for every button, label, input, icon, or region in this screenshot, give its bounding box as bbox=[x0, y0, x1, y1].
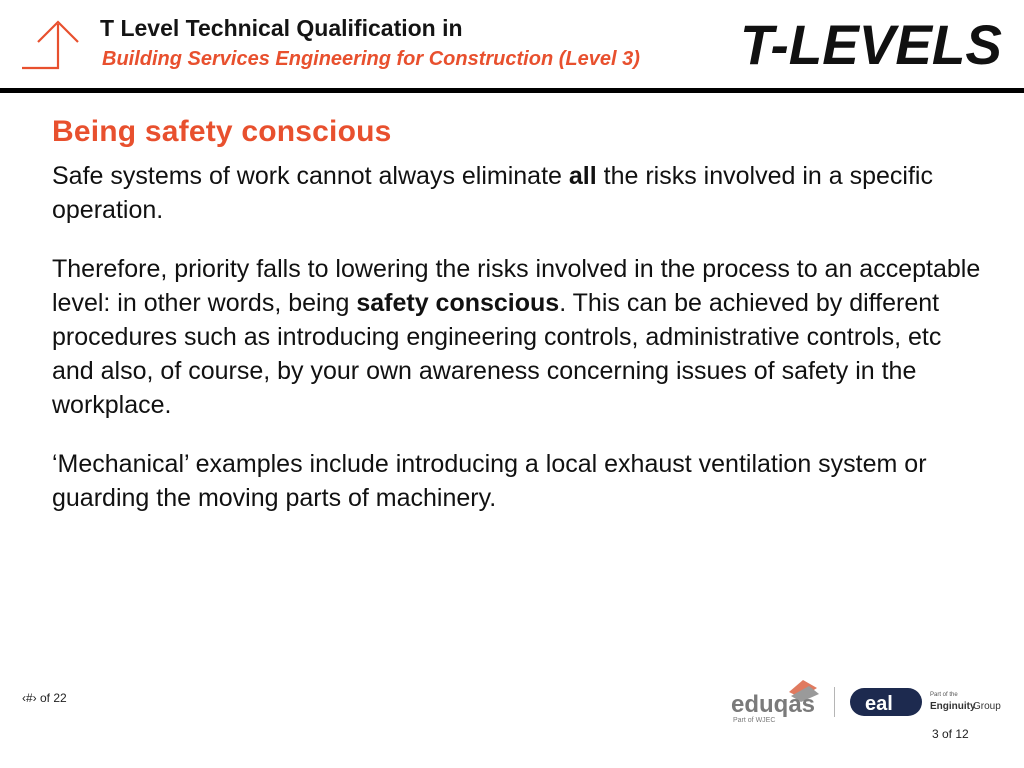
paragraph-2-text-b: . This can be achieved by different procedures such as introducing engineering controls, administrative controls, etc and also, of course, by your own awareness concerning issues of safety in the workplace. bbox=[52, 289, 942, 419]
header-divider bbox=[0, 88, 1024, 93]
eduqas-name: eduqas bbox=[731, 691, 816, 718]
paragraph-1 bbox=[52, 159, 982, 227]
header-subtitle: Building Services Engineering for Construction (Level 3) bbox=[102, 48, 640, 70]
paragraph-2-text-a: Therefore, priority falls to lowering the risks involved in the process to an acceptable level: in other words, being bbox=[52, 255, 981, 317]
paragraph-2-bold: safety conscious bbox=[356, 289, 560, 317]
paragraph-1-text-b: the risks involved in a specific operation. bbox=[52, 162, 933, 224]
eal-sub-group: Group bbox=[973, 701, 1001, 712]
slide-title: Being safety conscious bbox=[52, 115, 392, 148]
eduqas-logo bbox=[731, 678, 821, 724]
paragraph-1-text-a: Safe systems of work cannot always eliminate bbox=[52, 162, 569, 190]
eduqas-sub: Part of WJEC bbox=[733, 717, 776, 724]
eal-sub-part-of: Part of the bbox=[930, 692, 958, 698]
header-title: T Level Technical Qualification in bbox=[100, 15, 463, 41]
slide-content bbox=[52, 115, 982, 540]
slide-number-placeholder: ‹#› of 22 bbox=[22, 691, 67, 705]
paragraph-1-bold: all bbox=[568, 162, 597, 190]
arrow-up-logo-icon bbox=[20, 18, 80, 70]
eal-name: eal bbox=[865, 693, 893, 715]
t-levels-logo-text: T-LEVELS bbox=[740, 14, 1002, 74]
page-number: 3 of 12 bbox=[932, 727, 969, 741]
logo-divider bbox=[834, 687, 835, 717]
paragraph-3: ‘Mechanical’ examples include introducing a local exhaust ventilation system or guarding the moving parts of machinery. bbox=[52, 450, 927, 512]
eal-logo bbox=[848, 686, 1008, 718]
paragraph-2 bbox=[52, 252, 982, 422]
slide-header bbox=[0, 0, 1024, 92]
eal-sub-enginuity: Enginuity bbox=[930, 701, 976, 712]
t-levels-logo bbox=[738, 14, 1008, 74]
